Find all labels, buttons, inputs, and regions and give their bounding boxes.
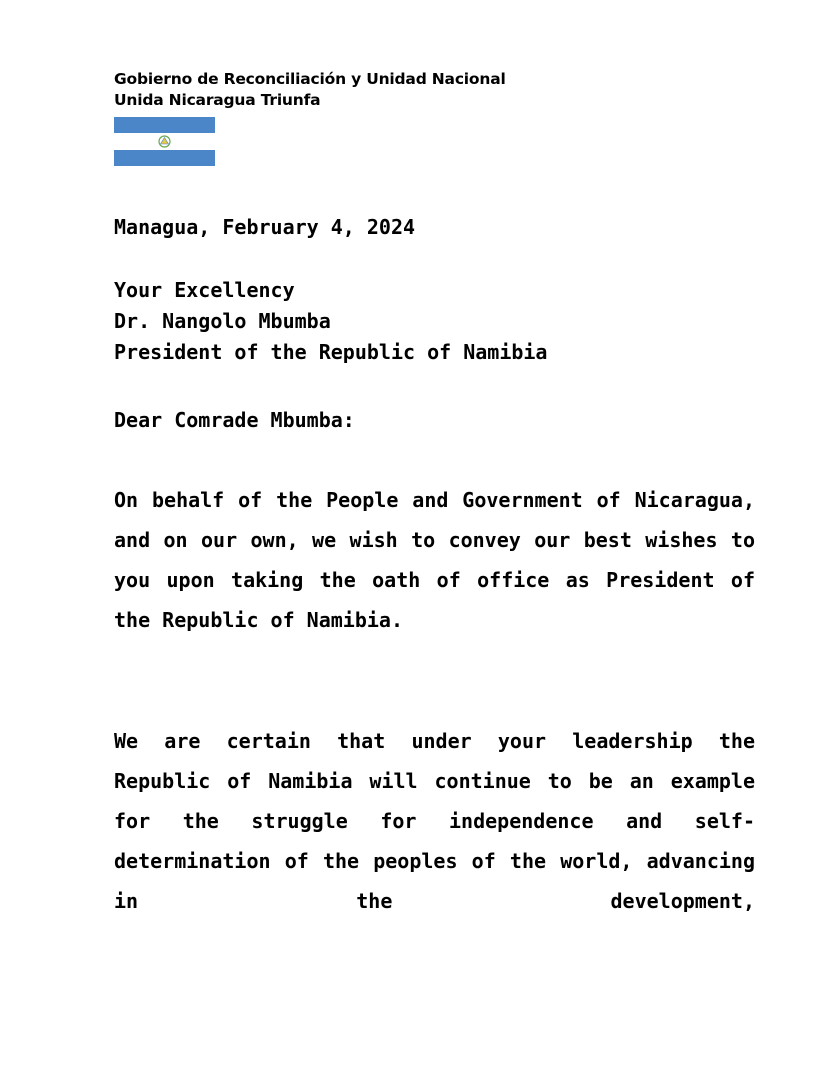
letterhead-government-name: Gobierno de Reconciliación y Unidad Nacional (114, 70, 506, 88)
letter-paragraph-2: We are certain that under your leadership the Republic of Namibia will continue to be an example for the struggle for independence and self-determination of the peoples of the world, advancing in the development, (114, 729, 755, 913)
addressee-title: Your Excellency (114, 278, 295, 302)
nicaragua-flag-icon (114, 117, 215, 166)
addressee-name: Dr. Nangolo Mbumba (114, 309, 331, 333)
letterhead-slogan: Unida Nicaragua Triunfa (114, 91, 321, 109)
addressee-position: President of the Republic of Namibia (114, 340, 548, 364)
letterhead (114, 69, 506, 111)
letter-addressee (114, 275, 755, 368)
letter-salutation: Dear Comrade Mbumba: (114, 408, 355, 432)
letter-paragraph-1: On behalf of the People and Government of Nicaragua, and on our own, we wish to convey our best wishes to you upon taking the oath of office as President of the Republic of Namibia. (114, 488, 755, 632)
letter-date: Managua, February 4, 2024 (114, 215, 416, 239)
